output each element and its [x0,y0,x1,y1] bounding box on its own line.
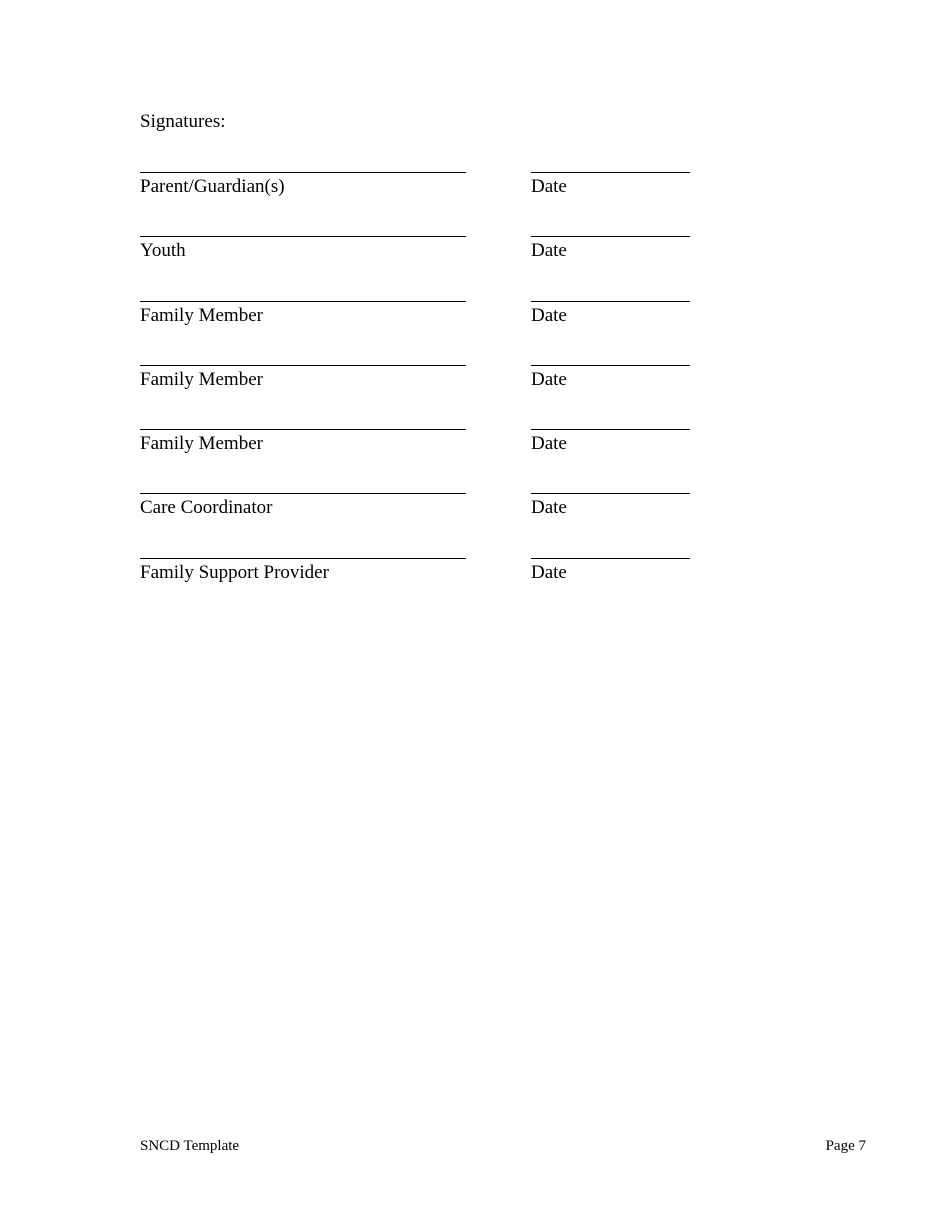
signature-row-family-member-2 [140,343,700,407]
date-line [531,301,690,302]
signature-row-youth [140,214,700,278]
signer-label: Youth [140,240,186,262]
signature-line [140,301,466,302]
date-line [531,236,690,237]
footer-template-name: SNCD Template [140,1138,240,1154]
signer-label: Family Member [140,433,263,455]
signature-line [140,558,466,559]
date-label: Date [531,240,567,262]
signer-label: Care Coordinator [140,497,273,519]
footer-page-number: Page 7 [825,1138,866,1154]
signer-label: Family Member [140,304,263,326]
signatures-heading: Signatures: [140,111,226,132]
signature-block [140,150,700,600]
signature-row-care-coordinator [140,471,700,535]
date-label: Date [531,176,567,197]
signer-label: Family Member [140,368,263,390]
date-line [531,172,690,173]
signature-line [140,172,466,173]
signer-label: Parent/Guardian(s) [140,176,285,197]
signature-line [140,493,466,494]
date-line [531,365,690,366]
date-line [531,429,690,430]
signature-line [140,236,466,237]
signature-row-parent-guardian [140,150,700,214]
signature-line [140,365,466,366]
date-line [531,558,690,559]
signer-label: Family Support Provider [140,561,329,583]
date-label: Date [531,368,567,390]
date-label: Date [531,497,567,519]
signature-row-family-member-1 [140,279,700,343]
date-line [531,493,690,494]
date-label: Date [531,304,567,326]
date-label: Date [531,561,567,583]
date-label: Date [531,433,567,455]
signature-row-family-member-3 [140,407,700,471]
signature-row-family-support-provider [140,536,700,600]
signature-line [140,429,466,430]
